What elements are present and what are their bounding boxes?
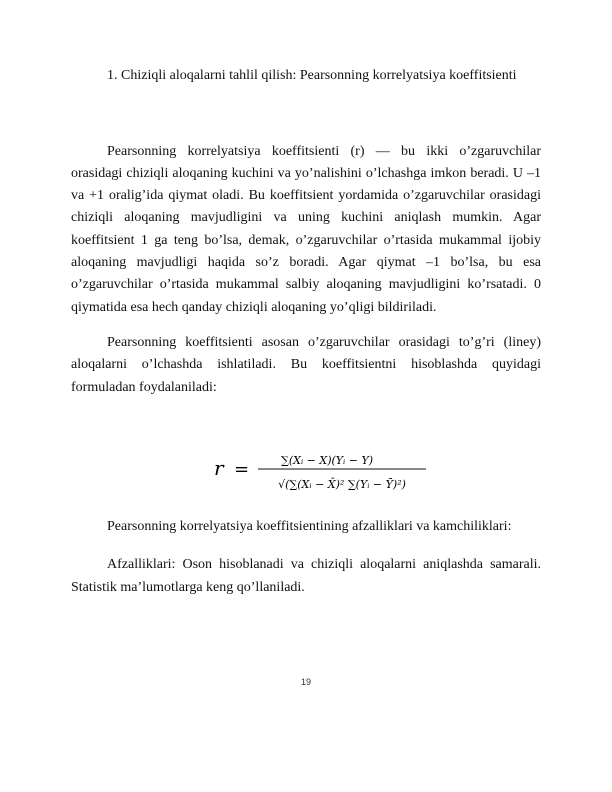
para1-line-5: koeffitsient 1 ga teng bo’lsa, demak, o’zgaruvchilar o’rtasida mukammal ijobiy <box>71 233 541 248</box>
para1-line-6: aloqaning mavjudligi haqida so’z boradi. Agar qiymat –1 bo’lsa, bu esa <box>71 255 541 270</box>
para2-line-3: formuladan foydalaniladi: <box>71 380 217 395</box>
para1-line-3: va +1 oralig’ida qiymat oladi. Bu koeffitsient yordamida o’zgaruvchilar orasidagi <box>71 188 541 203</box>
para1-line-7: o’zgaruvchilar o’rtasida mukammal salbiy aloqaning mavjudligini ko’rsatadi. 0 <box>71 277 541 292</box>
para1-line-1: Pearsonning korrelyatsiya koeffitsienti (r) — bu ikki o’zgaruvchilar <box>107 144 541 159</box>
pearson-formula <box>212 446 442 498</box>
para4-line-1: Afzalliklari: Oson hisoblanadi va chiziqli aloqalarni aniqlashda samarali. <box>107 557 541 572</box>
formula-equals: = <box>234 459 250 480</box>
para1-line-4: chiziqli aloqaning mavjudligini va uning kuchini aniqlash mumkin. Agar <box>71 210 541 225</box>
page-number: 19 <box>300 677 311 687</box>
para1-line-2: orasidagi chiziqli aloqaning kuchini va yo’nalishini o’lchashga imkon beradi. U –1 <box>71 166 541 181</box>
para2-line-2: aloqalarni o’lchashda ishlatiladi. Bu koeffitsientni hisoblashda quyidagi <box>71 357 541 372</box>
formula-denominator: √(∑(Xᵢ − X̄)² ∑(Yᵢ − Ȳ)²) <box>278 478 406 491</box>
para3: Pearsonning korrelyatsiya koeffitsientining afzalliklari va kamchiliklari: <box>107 519 512 534</box>
formula-lhs: r <box>214 456 224 480</box>
section-heading: 1. Chiziqli aloqalarni tahlil qilish: Pearsonning korrelyatsiya koeffitsienti <box>107 68 517 83</box>
para2-line-1: Pearsonning koeffitsienti asosan o’zgaruvchilar orasidagi to’g’ri (liney) <box>107 335 541 350</box>
formula-numerator: ∑(Xᵢ − X)(Yᵢ − Y) <box>280 454 374 467</box>
para1-line-8: qiymatida esa hech qanday chiziqli aloqaning yo’qligi bildiriladi. <box>71 300 437 315</box>
para4-line-2: Statistik ma’lumotlarga keng qo’llaniladi. <box>71 580 305 595</box>
